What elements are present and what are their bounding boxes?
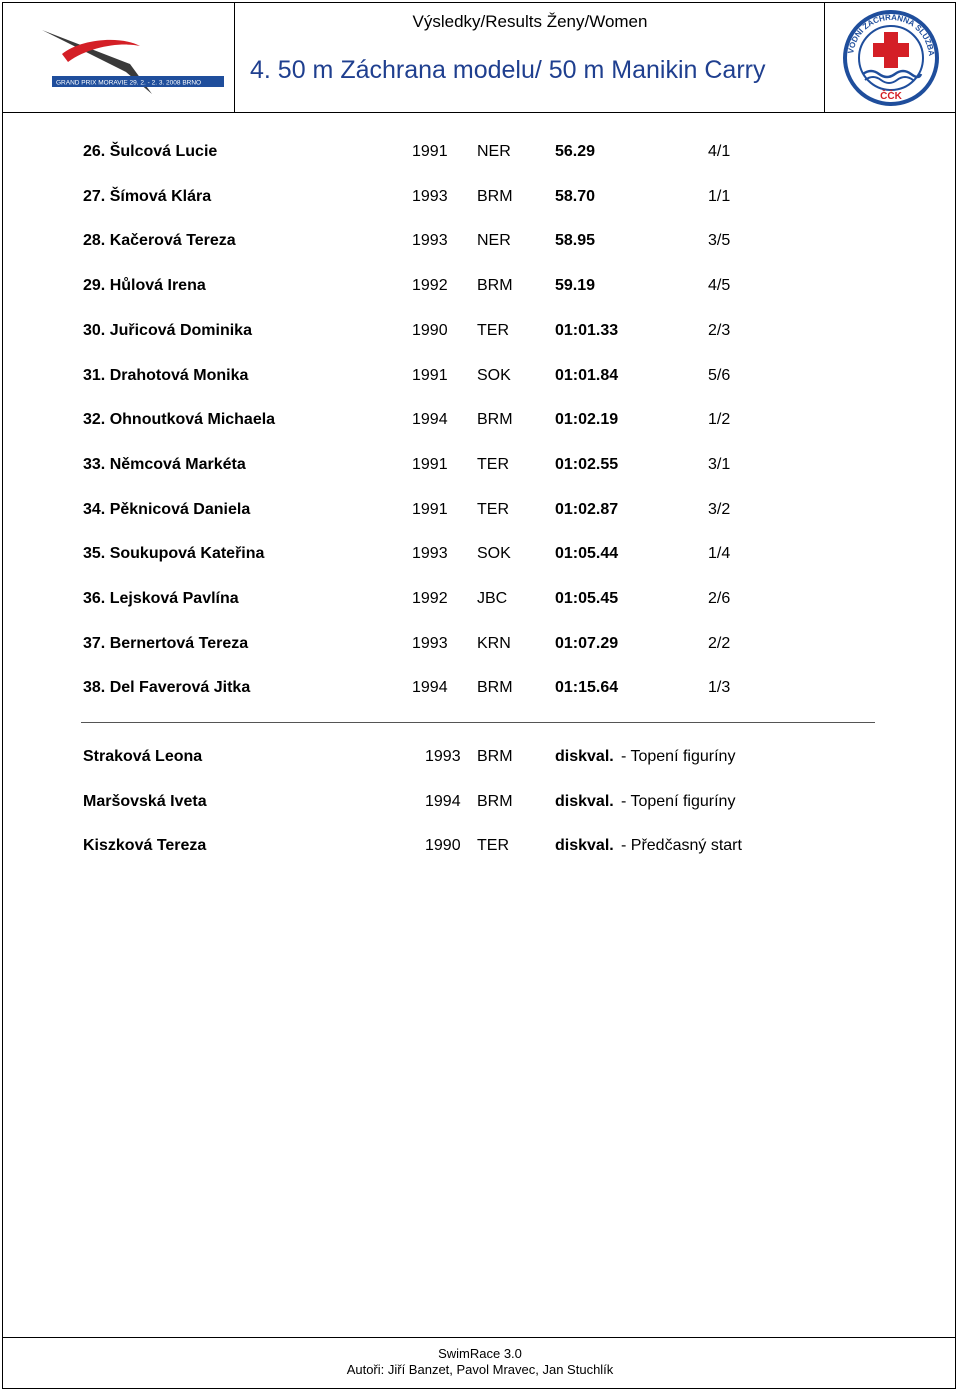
birth-year: 1992 xyxy=(412,277,448,295)
heat-lane: 3/1 xyxy=(708,455,731,473)
heat-lane: 2/3 xyxy=(708,321,731,339)
club-code: SOK xyxy=(477,366,511,384)
club-code: TER xyxy=(477,455,509,473)
result-time: 01:02.87 xyxy=(555,500,619,518)
dsq-row xyxy=(0,837,960,857)
table-row xyxy=(0,143,960,163)
birth-year: 1991 xyxy=(412,500,448,518)
dsq-reason: - Topení figuríny xyxy=(621,792,736,810)
birth-year: 1993 xyxy=(425,748,461,765)
heat-lane: 1/2 xyxy=(708,411,731,429)
table-row xyxy=(0,188,960,208)
result-time: 58.70 xyxy=(555,187,596,205)
table-row xyxy=(0,232,960,252)
club-code: BRM xyxy=(477,679,513,697)
club-code: NER xyxy=(477,143,511,160)
table-row xyxy=(0,679,960,699)
rescue-logo-panel xyxy=(824,2,956,112)
place: 38. xyxy=(83,679,106,697)
club-code: KRN xyxy=(477,634,511,652)
dsq-reason: - Předčasný start xyxy=(621,837,742,855)
athlete-name-text: Juřicová Dominika xyxy=(109,321,252,339)
results-subtitle: Výsledky/Results Ženy/Women xyxy=(412,12,648,31)
athlete-name xyxy=(83,590,239,608)
birth-year: 1994 xyxy=(425,792,461,810)
athlete-name xyxy=(83,411,275,429)
heat-lane: 2/6 xyxy=(708,590,731,607)
athlete-name-text: Bernertová Tereza xyxy=(109,634,249,652)
dsq-status: diskval. xyxy=(555,792,614,810)
birth-year: 1993 xyxy=(412,187,448,205)
heat-lane: 1/3 xyxy=(708,679,731,697)
place: 34. xyxy=(83,500,106,518)
club-code: BRM xyxy=(477,411,513,429)
footer-divider xyxy=(2,1337,956,1338)
result-time: 01:15.64 xyxy=(555,679,619,697)
athlete-name-text: Ohnoutková Michaela xyxy=(109,411,276,429)
water-rescue-emblem-icon xyxy=(825,2,955,112)
result-time: 01:02.55 xyxy=(555,455,619,473)
emblem-ring-text: VODNÍ ZÁCHRANNÁ SLUŽBA xyxy=(846,12,937,57)
result-time: 01:01.84 xyxy=(555,366,619,384)
athlete-name xyxy=(83,501,250,519)
birth-year: 1994 xyxy=(412,679,448,697)
grand-prix-logo xyxy=(2,2,234,112)
birth-year: 1993 xyxy=(412,545,448,563)
place: 32. xyxy=(83,411,106,429)
birth-year: 1991 xyxy=(412,455,448,473)
place: 35. xyxy=(83,545,106,563)
table-row xyxy=(0,411,960,431)
athlete-name xyxy=(83,322,252,340)
page-header xyxy=(2,2,956,113)
birth-year: 1991 xyxy=(412,366,448,384)
dsq-row xyxy=(0,793,960,813)
result-time: 01:05.45 xyxy=(555,590,619,607)
athlete-name xyxy=(83,277,206,295)
athlete-name xyxy=(83,456,246,474)
place: 31. xyxy=(83,366,106,384)
place: 30. xyxy=(83,321,106,339)
heat-lane: 1/4 xyxy=(708,545,731,563)
heat-lane: 4/5 xyxy=(708,277,731,295)
place: 29. xyxy=(83,277,106,295)
athlete-name xyxy=(83,545,264,563)
athlete-name-text: Hůlová Irena xyxy=(109,277,206,295)
footer-software: SwimRace 3.0 xyxy=(438,1346,522,1361)
club-code: BRM xyxy=(477,792,513,810)
club-code: TER xyxy=(477,500,509,518)
club-code: TER xyxy=(477,837,509,855)
result-time: 01:02.19 xyxy=(555,411,619,429)
result-time: 01:05.44 xyxy=(555,545,619,563)
separator-line xyxy=(81,722,875,723)
emblem-abbr-text: ČČK xyxy=(880,91,902,102)
dsq-row xyxy=(0,748,960,768)
athlete-name: Kiszková Tereza xyxy=(83,837,207,855)
table-row xyxy=(0,322,960,342)
athlete-name xyxy=(83,367,248,385)
athlete-name xyxy=(83,232,236,250)
athlete-name-text: Del Faverová Jitka xyxy=(109,679,251,697)
birth-year: 1993 xyxy=(412,232,448,250)
result-time: 56.29 xyxy=(555,143,596,160)
heat-lane: 2/2 xyxy=(708,634,731,652)
club-code: SOK xyxy=(477,545,511,563)
club-code: BRM xyxy=(477,748,513,765)
footer-authors: Autoři: Jiří Banzet, Pavol Mravec, Jan Stuchlík xyxy=(346,1362,614,1377)
club-code: JBC xyxy=(477,590,508,607)
result-time: 01:07.29 xyxy=(555,634,619,652)
table-row xyxy=(0,545,960,565)
birth-year: 1993 xyxy=(412,634,448,652)
club-code: TER xyxy=(477,321,509,339)
athlete-name-text: Šímová Klára xyxy=(109,187,212,205)
place: 36. xyxy=(83,590,106,607)
birth-year: 1990 xyxy=(412,321,448,339)
table-row xyxy=(0,456,960,476)
athlete-name-text: Soukupová Kateřina xyxy=(109,545,265,563)
birth-year: 1990 xyxy=(425,837,461,855)
athlete-name xyxy=(83,635,248,653)
athlete-name: Maršovská Iveta xyxy=(83,792,207,810)
heat-lane: 1/1 xyxy=(708,187,731,205)
dsq-reason: - Topení figuríny xyxy=(621,748,736,765)
dsq-status: diskval. xyxy=(555,748,614,765)
athlete-name-text: Němcová Markéta xyxy=(109,455,246,473)
table-row xyxy=(0,367,960,387)
place: 33. xyxy=(83,455,106,473)
result-time: 59.19 xyxy=(555,277,596,295)
athlete-name-text: Pěknicová Daniela xyxy=(109,500,251,518)
birth-year: 1991 xyxy=(412,143,448,160)
athlete-name xyxy=(83,143,217,161)
result-time: 01:01.33 xyxy=(555,321,619,339)
event-logo-panel xyxy=(2,2,235,112)
event-title: 4. 50 m Záchrana modelu/ 50 m Manikin Carry xyxy=(250,56,766,84)
athlete-name-text: Kačerová Tereza xyxy=(109,232,236,250)
dsq-status: diskval. xyxy=(555,837,614,855)
place: 26. xyxy=(83,143,106,160)
table-row xyxy=(0,501,960,521)
club-code: BRM xyxy=(477,277,513,295)
place: 27. xyxy=(83,187,106,205)
athlete-name-text: Šulcová Lucie xyxy=(109,143,218,160)
table-row xyxy=(0,277,960,297)
result-time: 58.95 xyxy=(555,232,596,250)
athlete-name-text: Drahotová Monika xyxy=(109,366,249,384)
birth-year: 1992 xyxy=(412,590,448,607)
club-code: BRM xyxy=(477,187,513,205)
athlete-name xyxy=(83,679,250,697)
heat-lane: 4/1 xyxy=(708,143,731,160)
heat-lane: 3/5 xyxy=(708,232,731,250)
athlete-name-text: Lejsková Pavlína xyxy=(109,590,239,607)
table-row xyxy=(0,635,960,655)
club-code: NER xyxy=(477,232,511,250)
athlete-name: Straková Leona xyxy=(83,748,203,765)
heat-lane: 3/2 xyxy=(708,500,731,518)
birth-year: 1994 xyxy=(412,411,448,429)
place: 37. xyxy=(83,634,106,652)
heat-lane: 5/6 xyxy=(708,366,731,384)
grand-prix-logo-text: GRAND PRIX MORAVIE 29. 2. - 2. 3. 2008 BRNO xyxy=(56,79,202,87)
table-row xyxy=(0,590,960,610)
place: 28. xyxy=(83,232,106,250)
athlete-name xyxy=(83,188,211,206)
